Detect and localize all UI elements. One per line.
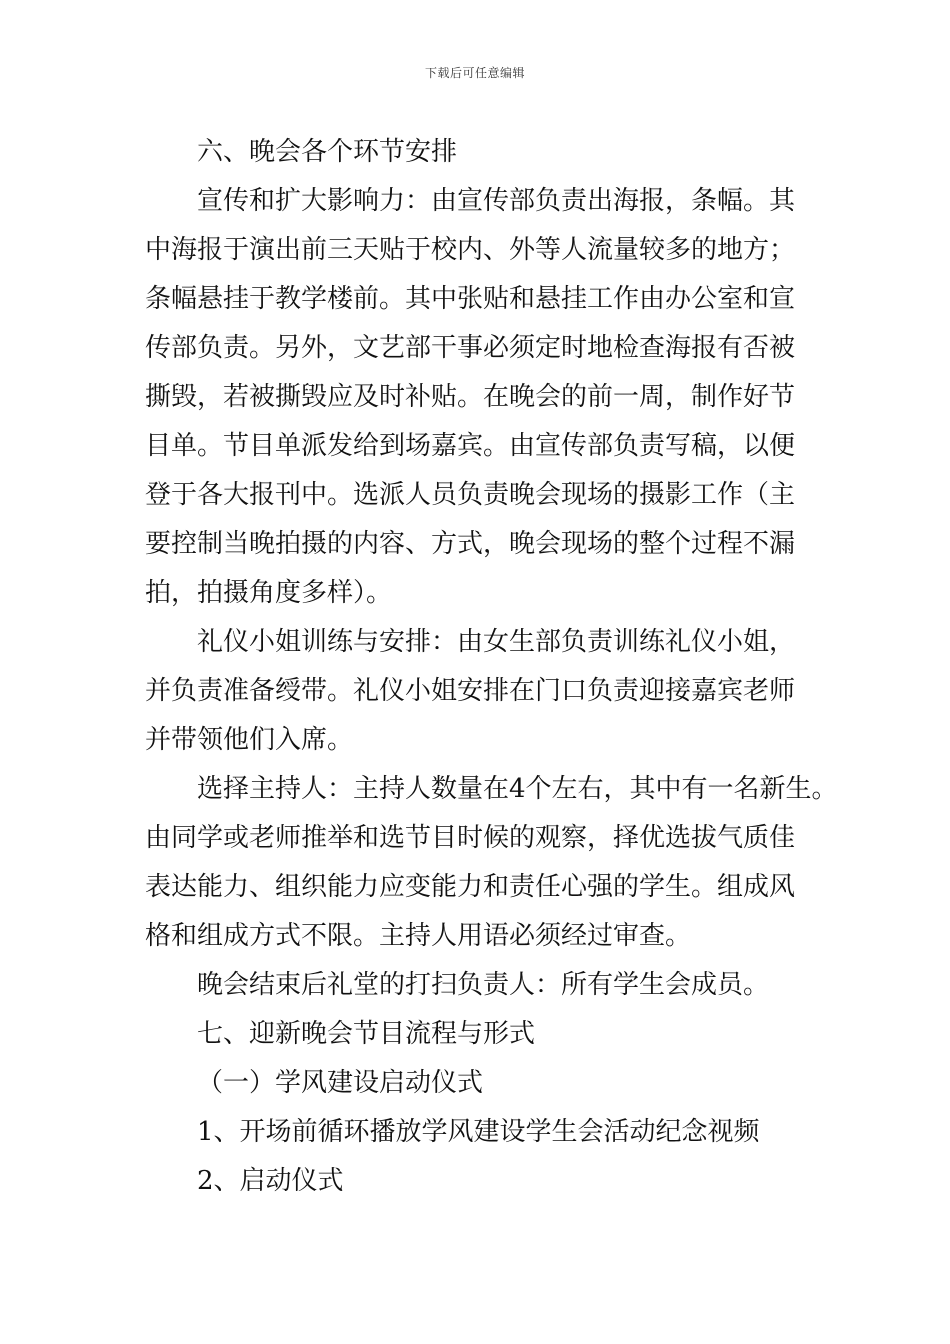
paragraph-line: 传部负责。另外，文艺部干事必须定时地检查海报有否被 (145, 333, 796, 363)
paragraph-line: 并带领他们入席。 (145, 725, 354, 755)
list-item: 2、启动仪式 (197, 1166, 344, 1196)
paragraph-line: 格和组成方式不限。主持人用语必须经过审查。 (145, 921, 692, 951)
paragraph-line: 由同学或老师推举和选节目时候的观察，择优选拔气质佳 (145, 823, 796, 853)
paragraph-line: 要控制当晚拍摄的内容、方式，晚会现场的整个过程不漏 (145, 529, 796, 559)
paragraph-line: 目单。节目单派发给到场嘉宾。由宣传部负责写稿，以便 (145, 431, 796, 461)
paragraph-line: 选择主持人：主持人数量在4个左右，其中有一名新生。 (197, 774, 838, 804)
subsection-heading: （一）学风建设启动仪式 (197, 1068, 484, 1098)
paragraph-line: 登于各大报刊中。选派人员负责晚会现场的摄影工作（主 (145, 480, 796, 510)
section-heading-six: 六、晚会各个环节安排 (197, 137, 458, 167)
paragraph-line: 礼仪小姐训练与安排：由女生部负责训练礼仪小姐， (197, 627, 796, 657)
section-heading-seven: 七、迎新晚会节目流程与形式 (197, 1019, 536, 1049)
page-header: 下载后可任意编辑 (424, 66, 525, 80)
paragraph-line: 表达能力、组织能力应变能力和责任心强的学生。组成风 (145, 872, 796, 902)
paragraph-line: 撕毁，若被撕毁应及时补贴。在晚会的前一周，制作好节 (145, 382, 796, 412)
paragraph-line: 并负责准备绶带。礼仪小姐安排在门口负责迎接嘉宾老师 (145, 676, 796, 706)
paragraph-line: 条幅悬挂于教学楼前。其中张贴和悬挂工作由办公室和宣 (145, 284, 796, 314)
list-item: 1、开场前循环播放学风建设学生会活动纪念视频 (197, 1117, 760, 1147)
document-body (145, 128, 838, 1206)
paragraph-line: 宣传和扩大影响力：由宣传部负责出海报，条幅。其 (197, 186, 796, 216)
paragraph-line: 拍，拍摄角度多样）。 (145, 578, 393, 608)
paragraph-line: 中海报于演出前三天贴于校内、外等人流量较多的地方； (145, 235, 796, 265)
paragraph-line: 晚会结束后礼堂的打扫负责人：所有学生会成员。 (197, 970, 770, 1000)
